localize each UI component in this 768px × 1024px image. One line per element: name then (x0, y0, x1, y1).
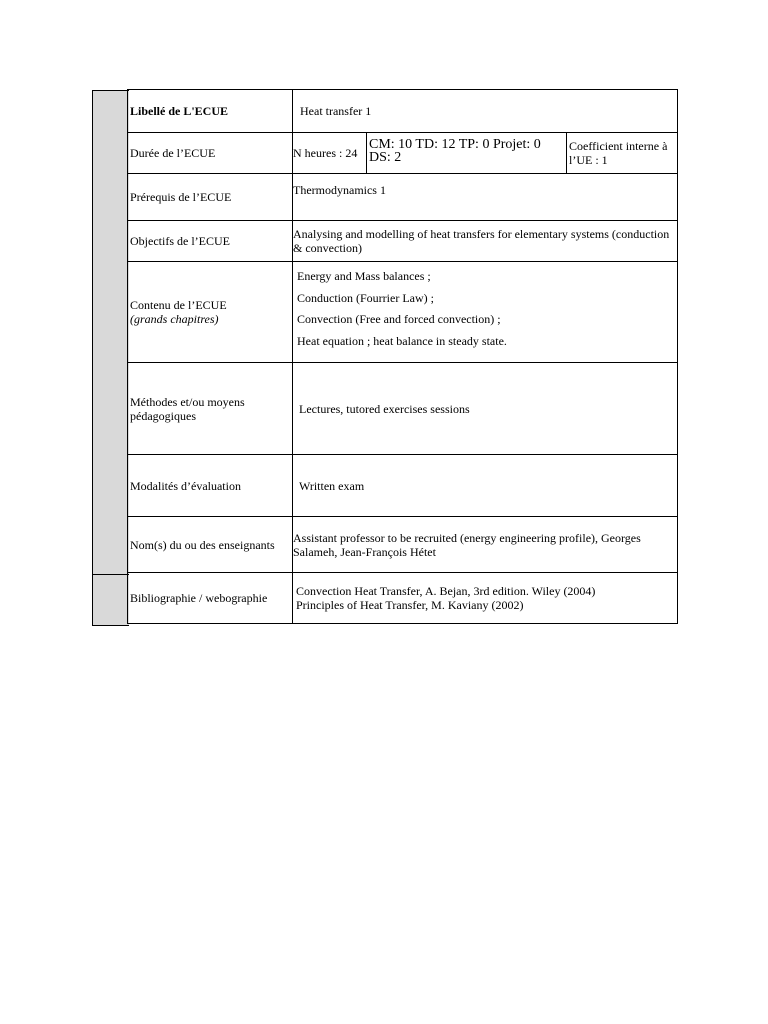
prerequis-label: Prérequis de l’ECUE (128, 174, 293, 221)
methodes-value: Lectures, tutored exercises sessions (293, 363, 678, 455)
row-modalites (128, 455, 678, 517)
gray-column-divider (93, 574, 129, 575)
gray-margin-column (92, 90, 129, 626)
bibliographie-item: Principles of Heat Transfer, M. Kaviany (2002) (296, 598, 524, 612)
row-methodes (128, 363, 678, 455)
bibliographie-label: Bibliographie / webographie (128, 573, 293, 624)
modalites-value: Written exam (293, 455, 678, 517)
enseignants-value: Assistant professor to be recruited (energy engineering profile), Georges Salameh, Jean-François Hétet (293, 517, 678, 573)
row-enseignants (128, 517, 678, 573)
contenu-item: Energy and Mass balances ; (297, 269, 431, 283)
row-bibliographie (128, 573, 678, 624)
contenu-item: Conduction (Fourrier Law) ; (297, 290, 434, 305)
prerequis-value: Thermodynamics 1 (293, 174, 678, 221)
contenu-label-cell (128, 262, 293, 363)
duree-coefficient: Coefficient interne à l’UE : 1 (567, 133, 678, 174)
methodes-label: Méthodes et/ou moyens pédagogiques (128, 363, 293, 455)
bibliographie-list (293, 573, 678, 624)
bibliographie-item: Convection Heat Transfer, A. Bejan, 3rd edition. Wiley (2004) (296, 584, 596, 598)
libelle-label: Libellé de L'ECUE (128, 90, 293, 133)
contenu-label: Contenu de l’ECUE (130, 298, 227, 312)
libelle-value: Heat transfer 1 (293, 90, 678, 133)
row-libelle (128, 90, 678, 133)
objectifs-label: Objectifs de l’ECUE (128, 221, 293, 262)
row-objectifs (128, 221, 678, 262)
duree-repartition: CM: 10 TD: 12 TP: 0 Projet: 0 DS: 2 (367, 133, 567, 174)
modalites-label: Modalités d’évaluation (128, 455, 293, 517)
contenu-list (293, 262, 678, 363)
contenu-sublabel: (grands chapitres) (130, 312, 219, 326)
ecue-table (127, 89, 678, 624)
contenu-item: Heat equation ; heat balance in steady state. (297, 333, 507, 348)
duree-label: Durée de l’ECUE (128, 133, 293, 174)
enseignants-label: Nom(s) du ou des enseignants (128, 517, 293, 573)
duree-heures: N heures : 24 (293, 133, 367, 174)
row-prerequis (128, 174, 678, 221)
row-contenu (128, 262, 678, 363)
contenu-item: Convection (Free and forced convection) ; (297, 312, 501, 326)
row-duree (128, 133, 678, 174)
objectifs-value: Analysing and modelling of heat transfers for elementary systems (conduction & convection) (293, 221, 678, 262)
